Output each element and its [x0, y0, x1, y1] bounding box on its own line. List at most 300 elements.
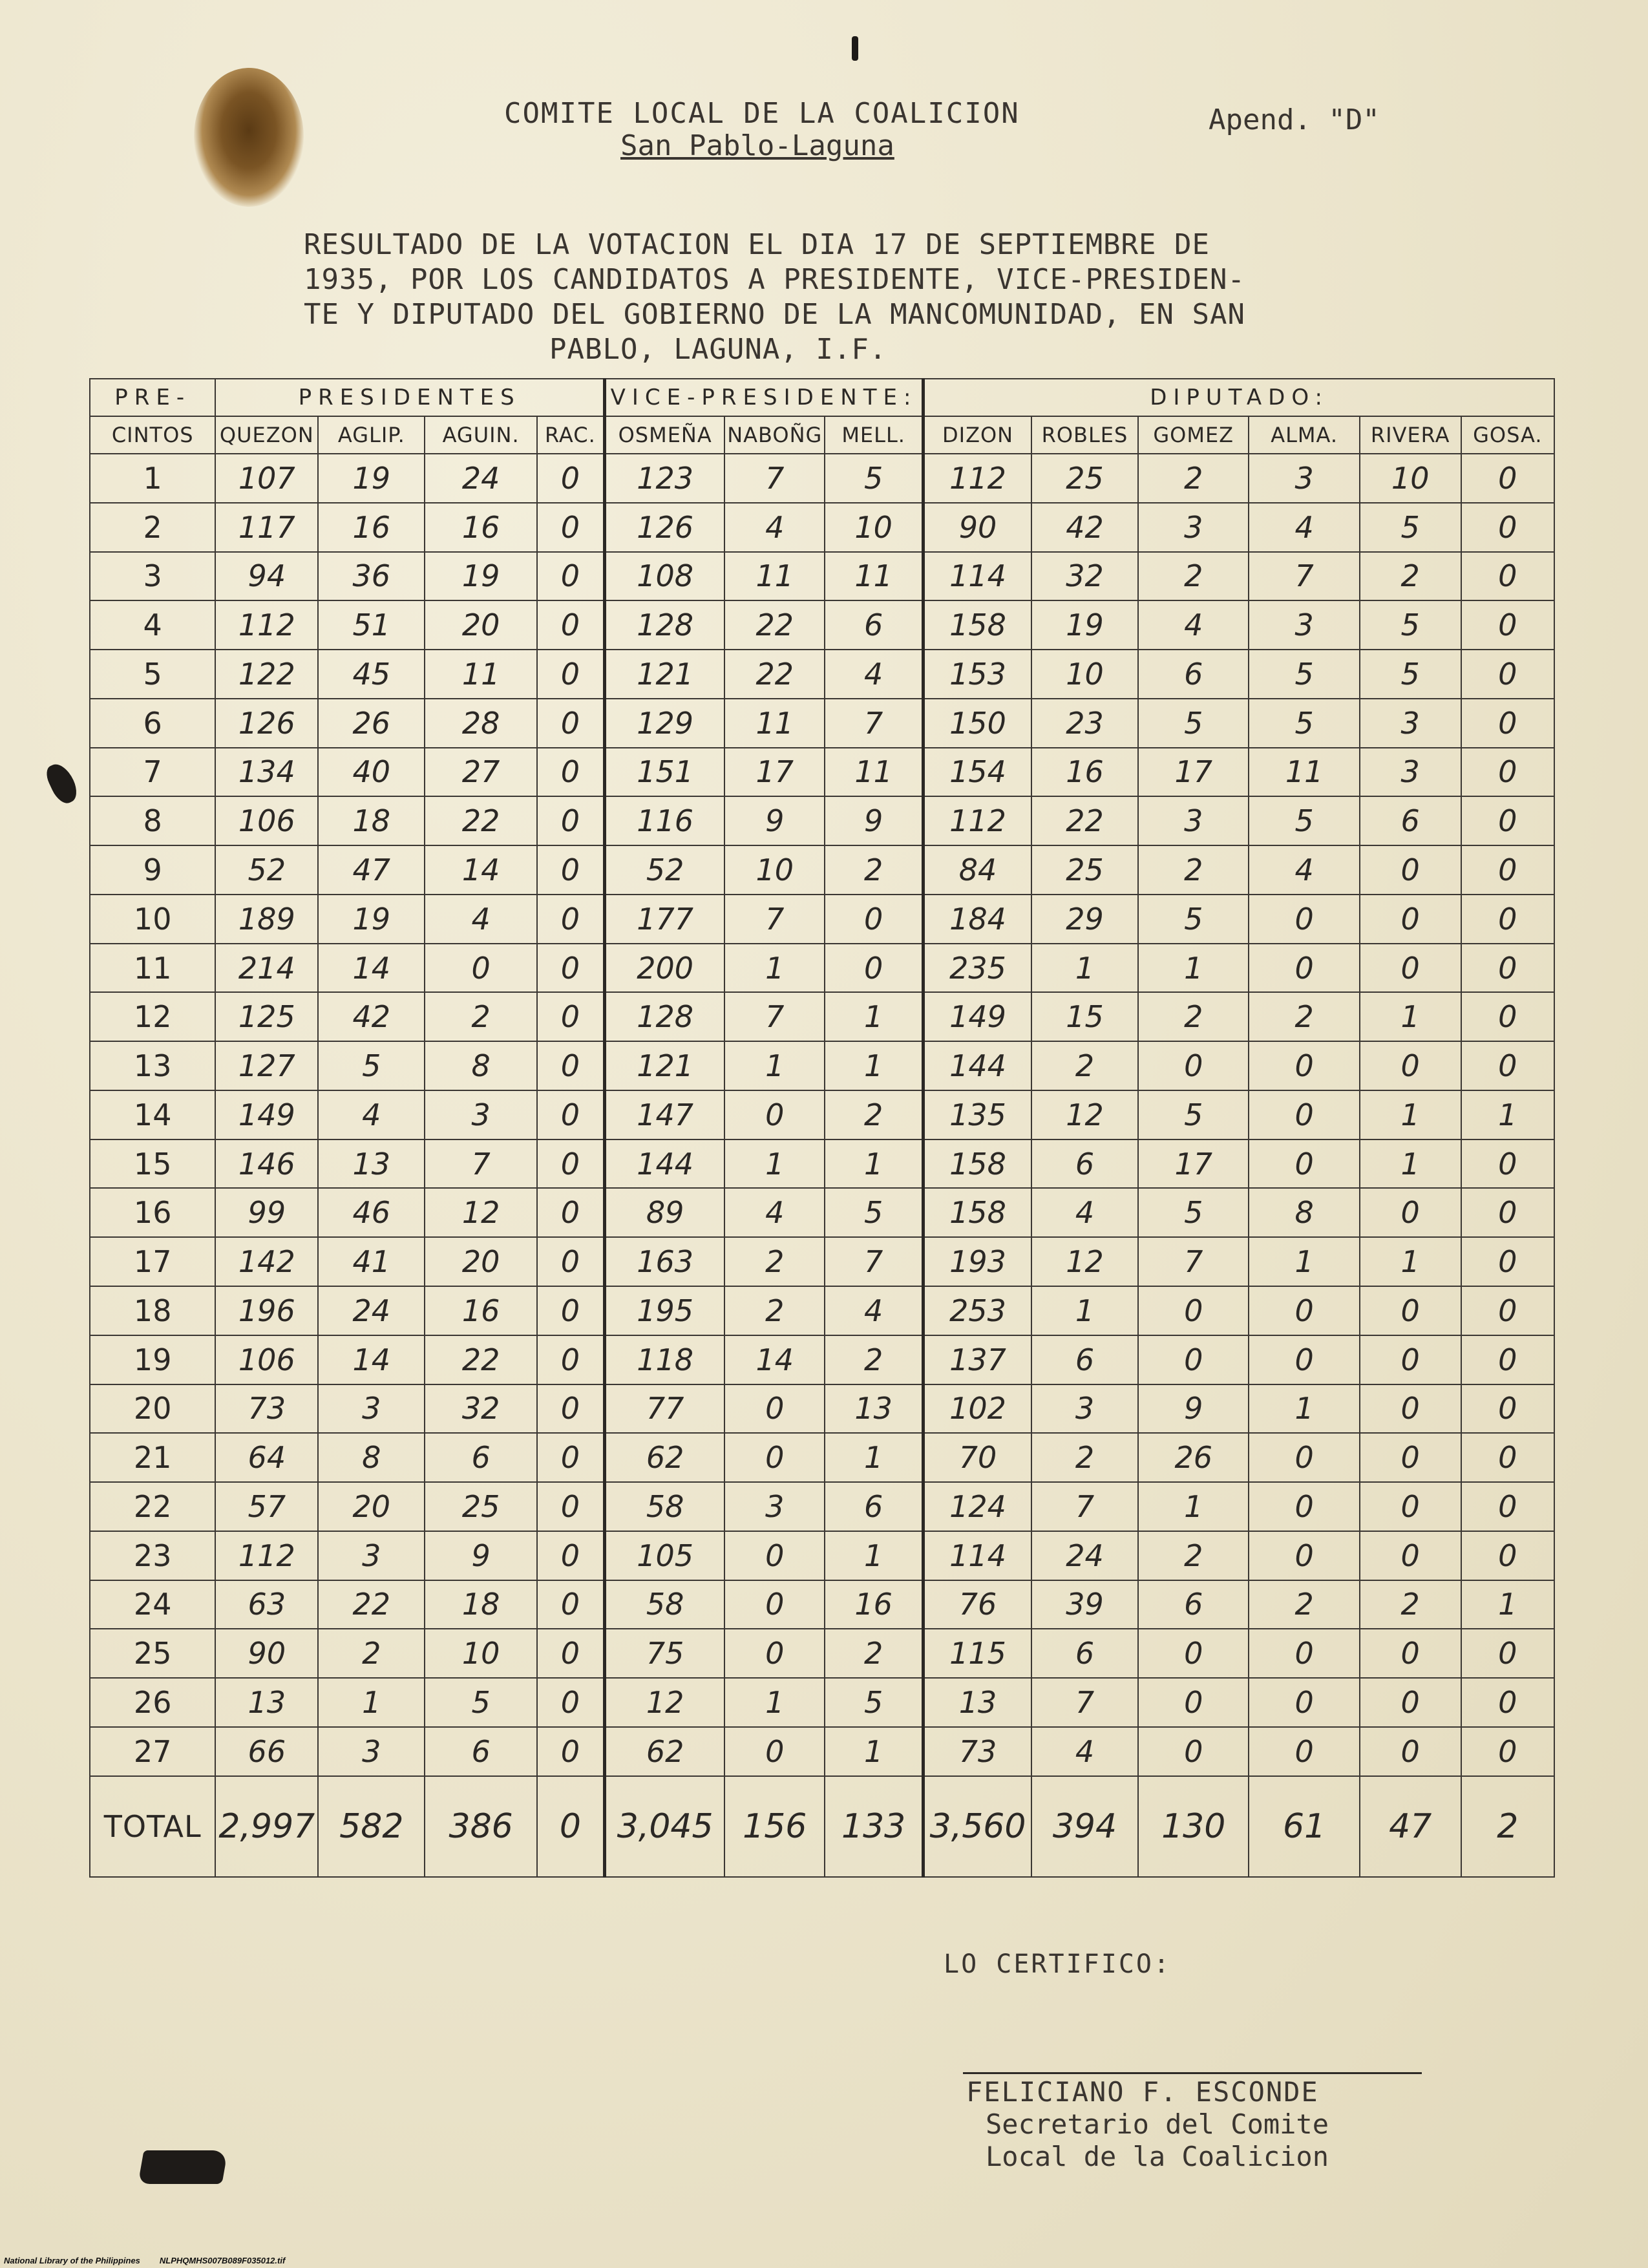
vote-count-cell: 8 — [318, 1433, 425, 1482]
precinct-cell: 14 — [90, 1090, 215, 1139]
vote-count-cell: 0 — [425, 944, 536, 993]
vote-count-cell: 61 — [1249, 1776, 1359, 1877]
vote-count-cell: 52 — [604, 845, 724, 895]
precinct-cell: 12 — [90, 992, 215, 1041]
vote-count-cell: 0 — [537, 699, 605, 748]
vote-count-cell: 1 — [724, 1678, 825, 1727]
vote-count-cell: 7 — [724, 895, 825, 944]
column-header: AGUIN. — [425, 416, 536, 454]
table-row — [90, 1678, 1554, 1727]
group-precinct: PRE- — [90, 379, 215, 416]
vote-count-cell: 1 — [1138, 1482, 1249, 1531]
vote-count-cell: 2 — [1138, 992, 1249, 1041]
vote-count-cell: 58 — [604, 1482, 724, 1531]
vote-count-cell: 149 — [215, 1090, 318, 1139]
vote-count-cell: 0 — [825, 944, 924, 993]
vote-count-cell: 84 — [924, 845, 1031, 895]
vote-count-cell: 147 — [604, 1090, 724, 1139]
vote-count-cell: 26 — [318, 699, 425, 748]
vote-count-cell: 11 — [1249, 748, 1359, 797]
vote-count-cell: 5 — [1138, 1090, 1249, 1139]
result-line-3: TE Y DIPUTADO DEL GOBIERNO DE LA MANCOMUNIDAD, EN SAN — [304, 298, 1245, 331]
vote-count-cell: 2,997 — [215, 1776, 318, 1877]
vote-count-cell: 10 — [425, 1629, 536, 1678]
column-header: OSMEÑA — [604, 416, 724, 454]
vote-count-cell: 112 — [215, 600, 318, 650]
vote-count-cell: 0 — [1138, 1335, 1249, 1384]
vote-count-cell: 112 — [215, 1531, 318, 1580]
vote-count-cell: 25 — [1031, 454, 1138, 503]
vote-count-cell: 5 — [825, 454, 924, 503]
precinct-cell: 26 — [90, 1678, 215, 1727]
vote-count-cell: 11 — [724, 699, 825, 748]
vote-count-cell: 2 — [1138, 552, 1249, 601]
vote-count-cell: 3 — [1249, 600, 1359, 650]
vote-count-cell: 3 — [1360, 699, 1461, 748]
vote-count-cell: 0 — [537, 503, 605, 552]
precinct-cell: 3 — [90, 552, 215, 601]
vote-count-cell: 0 — [1461, 796, 1554, 845]
precinct-cell: 17 — [90, 1237, 215, 1286]
burn-stain — [194, 68, 304, 207]
vote-count-cell: 1 — [1031, 1286, 1138, 1335]
vote-count-cell: 144 — [924, 1041, 1031, 1090]
vote-count-cell: 0 — [1249, 1041, 1359, 1090]
vote-count-cell: 6 — [1138, 1580, 1249, 1629]
vote-count-cell: 135 — [924, 1090, 1031, 1139]
vote-count-cell: 189 — [215, 895, 318, 944]
vote-count-cell: 130 — [1138, 1776, 1249, 1877]
vote-count-cell: 6 — [425, 1433, 536, 1482]
table-row — [90, 454, 1554, 503]
vote-count-cell: 4 — [825, 1286, 924, 1335]
signer-role-line-1: Secretario del Comite — [986, 2108, 1329, 2140]
vote-count-cell: 0 — [537, 1580, 605, 1629]
vote-count-cell: 0 — [1461, 895, 1554, 944]
result-line-2: 1935, POR LOS CANDIDATOS A PRESIDENTE, VICE-PRESIDEN- — [304, 263, 1245, 296]
vote-count-cell: 13 — [215, 1678, 318, 1727]
vote-count-cell: 0 — [1461, 1433, 1554, 1482]
vote-count-cell: 4 — [1138, 600, 1249, 650]
vote-count-cell: 94 — [215, 552, 318, 601]
vote-count-cell: 0 — [1249, 895, 1359, 944]
vote-count-cell: 0 — [1461, 1384, 1554, 1434]
vote-count-cell: 99 — [215, 1188, 318, 1237]
vote-count-cell: 12 — [1031, 1090, 1138, 1139]
vote-count-cell: 76 — [924, 1580, 1031, 1629]
vote-count-cell: 3 — [1031, 1384, 1138, 1434]
vote-count-cell: 3 — [318, 1531, 425, 1580]
vote-count-cell: 42 — [318, 992, 425, 1041]
vote-count-cell: 3 — [425, 1090, 536, 1139]
vote-count-cell: 29 — [1031, 895, 1138, 944]
vote-count-cell: 66 — [215, 1727, 318, 1776]
vote-count-cell: 52 — [215, 845, 318, 895]
vote-count-cell: 4 — [1031, 1727, 1138, 1776]
vote-count-cell: 2 — [1138, 454, 1249, 503]
vote-count-cell: 149 — [924, 992, 1031, 1041]
group-presidente: PRESIDENTES — [215, 379, 604, 416]
vote-count-cell: 22 — [425, 796, 536, 845]
precinct-cell: 15 — [90, 1139, 215, 1189]
vote-count-cell: 2 — [1360, 1580, 1461, 1629]
vote-count-cell: 0 — [537, 1433, 605, 1482]
vote-count-cell: 0 — [1138, 1629, 1249, 1678]
vote-count-cell: 0 — [1360, 895, 1461, 944]
precinct-cell: 22 — [90, 1482, 215, 1531]
vote-count-cell: 16 — [425, 503, 536, 552]
committee-title: COMITE LOCAL DE LA COALICION — [504, 97, 1020, 130]
result-line-1: RESULTADO DE LA VOTACION EL DIA 17 DE SEPTIEMBRE DE — [304, 228, 1210, 261]
vote-count-cell: 0 — [1461, 552, 1554, 601]
vote-count-cell: 121 — [604, 650, 724, 699]
vote-count-cell: 107 — [215, 454, 318, 503]
signer-role-line-2: Local de la Coalicion — [986, 2141, 1329, 2172]
vote-count-cell: 7 — [825, 1237, 924, 1286]
vote-count-cell: 8 — [1249, 1188, 1359, 1237]
column-header: GOMEZ — [1138, 416, 1249, 454]
vote-count-cell: 0 — [724, 1629, 825, 1678]
vote-count-cell: 0 — [1249, 1629, 1359, 1678]
vote-count-cell: 24 — [1031, 1531, 1138, 1580]
vote-count-cell: 0 — [537, 1384, 605, 1434]
vote-count-cell: 1 — [1360, 1139, 1461, 1189]
vote-count-cell: 114 — [924, 1531, 1031, 1580]
vote-count-cell: 0 — [1360, 1678, 1461, 1727]
signer-name: FELICIANO F. ESCONDE — [966, 2076, 1319, 2108]
vote-count-cell: 5 — [318, 1041, 425, 1090]
vote-count-cell: 5 — [1360, 503, 1461, 552]
vote-count-cell: 0 — [1360, 1482, 1461, 1531]
vote-count-cell: 0 — [1138, 1286, 1249, 1335]
vote-count-cell: 0 — [1461, 1041, 1554, 1090]
vote-count-cell: 10 — [1031, 650, 1138, 699]
vote-count-cell: 1 — [825, 1531, 924, 1580]
vote-count-cell: 7 — [1031, 1678, 1138, 1727]
vote-count-cell: 5 — [1360, 600, 1461, 650]
vote-count-cell: 0 — [1461, 699, 1554, 748]
vote-count-cell: 196 — [215, 1286, 318, 1335]
column-header-row — [90, 416, 1554, 454]
precinct-cell: 24 — [90, 1580, 215, 1629]
group-diputado: DIPUTADO: — [924, 379, 1554, 416]
footer-library: National Library of the Philippines — [4, 2256, 140, 2265]
vote-count-cell: 4 — [425, 895, 536, 944]
vote-count-cell: 51 — [318, 600, 425, 650]
vote-count-cell: 0 — [1249, 1139, 1359, 1189]
vote-count-cell: 1 — [1138, 944, 1249, 993]
vote-count-cell: 12 — [1031, 1237, 1138, 1286]
vote-count-cell: 62 — [604, 1727, 724, 1776]
vote-count-cell: 1 — [1461, 1580, 1554, 1629]
vote-count-cell: 0 — [1360, 1531, 1461, 1580]
vote-count-cell: 0 — [1461, 1237, 1554, 1286]
table-row — [90, 1727, 1554, 1776]
vote-count-cell: 2 — [1249, 1580, 1359, 1629]
vote-count-cell: 127 — [215, 1041, 318, 1090]
vote-count-cell: 10 — [1360, 454, 1461, 503]
precinct-cell: 27 — [90, 1727, 215, 1776]
vote-count-cell: 2 — [825, 845, 924, 895]
vote-count-cell: 4 — [318, 1090, 425, 1139]
vote-count-cell: 24 — [425, 454, 536, 503]
precinct-cell: 13 — [90, 1041, 215, 1090]
vote-count-cell: 73 — [924, 1727, 1031, 1776]
precinct-cell: 7 — [90, 748, 215, 797]
vote-count-cell: 142 — [215, 1237, 318, 1286]
column-header: AGLIP. — [318, 416, 425, 454]
vote-count-cell: 137 — [924, 1335, 1031, 1384]
vote-count-cell: 39 — [1031, 1580, 1138, 1629]
vote-count-cell: 14 — [318, 1335, 425, 1384]
vote-count-cell: 4 — [825, 650, 924, 699]
vote-count-cell: 0 — [537, 1678, 605, 1727]
vote-count-cell: 0 — [1461, 1629, 1554, 1678]
vote-count-cell: 2 — [825, 1629, 924, 1678]
vote-count-cell: 0 — [1249, 944, 1359, 993]
vote-count-cell: 1 — [825, 1727, 924, 1776]
archive-footer — [4, 2256, 285, 2265]
vote-count-cell: 0 — [1461, 1727, 1554, 1776]
vote-count-cell: 57 — [215, 1482, 318, 1531]
vote-count-cell: 22 — [1031, 796, 1138, 845]
vote-count-cell: 0 — [724, 1580, 825, 1629]
vote-count-cell: 22 — [724, 600, 825, 650]
vote-count-cell: 90 — [215, 1629, 318, 1678]
vote-count-cell: 1 — [1360, 1237, 1461, 1286]
vote-count-cell: 0 — [1461, 845, 1554, 895]
vote-count-cell: 177 — [604, 895, 724, 944]
vote-count-cell: 0 — [1138, 1678, 1249, 1727]
vote-count-cell: 0 — [1138, 1727, 1249, 1776]
vote-count-cell: 0 — [1360, 1188, 1461, 1237]
table-row — [90, 1188, 1554, 1237]
committee-location — [620, 129, 894, 162]
vote-count-cell: 144 — [604, 1139, 724, 1189]
vote-count-cell: 4 — [724, 503, 825, 552]
vote-count-cell: 0 — [1249, 1286, 1359, 1335]
vote-count-cell: 11 — [825, 748, 924, 797]
vote-count-cell: 13 — [825, 1384, 924, 1434]
table-row — [90, 699, 1554, 748]
vote-count-cell: 2 — [1031, 1433, 1138, 1482]
vote-count-cell: 13 — [318, 1139, 425, 1189]
vote-count-cell: 3 — [724, 1482, 825, 1531]
table-row — [90, 1629, 1554, 1678]
vote-count-cell: 28 — [425, 699, 536, 748]
vote-count-cell: 23 — [1031, 699, 1138, 748]
vote-count-cell: 46 — [318, 1188, 425, 1237]
vote-count-cell: 0 — [724, 1727, 825, 1776]
vote-count-cell: 214 — [215, 944, 318, 993]
vote-count-cell: 3,560 — [924, 1776, 1031, 1877]
vote-count-cell: 1 — [1360, 992, 1461, 1041]
vote-count-cell: 25 — [425, 1482, 536, 1531]
vote-count-cell: 22 — [318, 1580, 425, 1629]
precinct-cell: 19 — [90, 1335, 215, 1384]
vote-count-cell: 22 — [724, 650, 825, 699]
vote-count-cell: 3 — [1138, 796, 1249, 845]
vote-count-cell: 47 — [318, 845, 425, 895]
column-header: RIVERA — [1360, 416, 1461, 454]
vote-count-cell: 116 — [604, 796, 724, 845]
precinct-cell: 21 — [90, 1433, 215, 1482]
column-header: DIZON — [924, 416, 1031, 454]
vote-count-cell: 26 — [1138, 1433, 1249, 1482]
vote-count-cell: 7 — [1138, 1237, 1249, 1286]
vote-count-cell: 115 — [924, 1629, 1031, 1678]
vote-count-cell: 128 — [604, 992, 724, 1041]
vote-count-cell: 1 — [1360, 1090, 1461, 1139]
vote-count-cell: 0 — [1461, 1335, 1554, 1384]
vote-count-cell: 122 — [215, 650, 318, 699]
vote-count-cell: 5 — [1138, 699, 1249, 748]
vote-count-cell: 5 — [825, 1678, 924, 1727]
committee-location-text: San Pablo-Laguna — [620, 129, 894, 162]
table-row — [90, 1531, 1554, 1580]
vote-count-cell: 126 — [215, 699, 318, 748]
vote-count-cell: 1 — [1249, 1384, 1359, 1434]
table-row — [90, 1433, 1554, 1482]
precinct-cell: 1 — [90, 454, 215, 503]
vote-count-cell: 90 — [924, 503, 1031, 552]
vote-count-cell: 3 — [318, 1384, 425, 1434]
vote-count-cell: 3 — [1360, 748, 1461, 797]
vote-count-cell: 0 — [537, 1629, 605, 1678]
vote-count-cell: 45 — [318, 650, 425, 699]
vote-count-cell: 1 — [825, 1139, 924, 1189]
vote-count-cell: 146 — [215, 1139, 318, 1189]
table-row — [90, 1139, 1554, 1189]
vote-count-cell: 7 — [1031, 1482, 1138, 1531]
vote-count-cell: 25 — [1031, 845, 1138, 895]
vote-count-cell: 1 — [1249, 1237, 1359, 1286]
vote-count-cell: 40 — [318, 748, 425, 797]
vote-count-cell: 0 — [537, 1482, 605, 1531]
vote-count-cell: 16 — [425, 1286, 536, 1335]
vote-count-cell: 118 — [604, 1335, 724, 1384]
vote-count-cell: 0 — [537, 1727, 605, 1776]
vote-count-cell: 20 — [425, 1237, 536, 1286]
vote-count-cell: 0 — [1249, 1335, 1359, 1384]
vote-count-cell: 0 — [1461, 600, 1554, 650]
vote-count-cell: 112 — [924, 796, 1031, 845]
vote-count-cell: 125 — [215, 992, 318, 1041]
vote-count-cell: 6 — [825, 600, 924, 650]
vote-count-cell: 2 — [425, 992, 536, 1041]
precinct-cell: 18 — [90, 1286, 215, 1335]
vote-count-cell: 0 — [537, 1776, 605, 1877]
vote-count-cell: 0 — [1360, 1286, 1461, 1335]
vote-count-cell: 6 — [1031, 1629, 1138, 1678]
vote-count-cell: 0 — [1461, 992, 1554, 1041]
precinct-cell: 2 — [90, 503, 215, 552]
vote-count-cell: 0 — [1461, 1286, 1554, 1335]
vote-count-cell: 582 — [318, 1776, 425, 1877]
vote-count-cell: 0 — [537, 552, 605, 601]
vote-count-cell: 12 — [604, 1678, 724, 1727]
vote-count-cell: 10 — [825, 503, 924, 552]
appendix-label: Apend. "D" — [1209, 103, 1380, 136]
vote-count-cell: 0 — [1249, 1482, 1359, 1531]
vote-count-cell: 3 — [1138, 503, 1249, 552]
vote-count-cell: 24 — [318, 1286, 425, 1335]
totals-row — [90, 1776, 1554, 1877]
vote-count-cell: 0 — [1360, 1433, 1461, 1482]
column-header: QUEZON — [215, 416, 318, 454]
vote-count-cell: 7 — [724, 992, 825, 1041]
vote-count-cell: 32 — [425, 1384, 536, 1434]
vote-count-cell: 105 — [604, 1531, 724, 1580]
vote-count-cell: 0 — [537, 1286, 605, 1335]
vote-count-cell: 0 — [537, 845, 605, 895]
vote-count-cell: 0 — [537, 1335, 605, 1384]
precinct-cell: TOTAL — [90, 1776, 215, 1877]
vote-count-cell: 1 — [825, 1041, 924, 1090]
vote-count-cell: 112 — [924, 454, 1031, 503]
vote-count-cell: 12 — [425, 1188, 536, 1237]
vote-count-cell: 5 — [825, 1188, 924, 1237]
vote-count-cell: 0 — [537, 1188, 605, 1237]
precinct-cell: 6 — [90, 699, 215, 748]
vote-count-cell: 17 — [1138, 748, 1249, 797]
vote-count-cell: 394 — [1031, 1776, 1138, 1877]
column-header: MELL. — [825, 416, 924, 454]
vote-count-cell: 0 — [537, 454, 605, 503]
vote-count-cell: 2 — [318, 1629, 425, 1678]
vote-count-cell: 19 — [1031, 600, 1138, 650]
column-header: GOSA. — [1461, 416, 1554, 454]
vote-count-cell: 9 — [825, 796, 924, 845]
vote-count-cell: 20 — [318, 1482, 425, 1531]
vote-count-cell: 2 — [1360, 552, 1461, 601]
vote-count-cell: 0 — [1249, 1727, 1359, 1776]
vote-count-cell: 0 — [1461, 503, 1554, 552]
vote-count-cell: 123 — [604, 454, 724, 503]
vote-count-cell: 128 — [604, 600, 724, 650]
vote-count-cell: 8 — [425, 1041, 536, 1090]
vote-count-cell: 0 — [537, 944, 605, 993]
precinct-cell: 4 — [90, 600, 215, 650]
vote-count-cell: 2 — [724, 1237, 825, 1286]
vote-count-cell: 77 — [604, 1384, 724, 1434]
vote-count-cell: 19 — [425, 552, 536, 601]
vote-count-cell: 1 — [724, 1041, 825, 1090]
vote-count-cell: 106 — [215, 796, 318, 845]
vote-count-cell: 0 — [1249, 1433, 1359, 1482]
vote-count-cell: 0 — [1360, 944, 1461, 993]
column-header: RAC. — [537, 416, 605, 454]
vote-count-cell: 1 — [825, 1433, 924, 1482]
vote-count-cell: 14 — [318, 944, 425, 993]
vote-count-cell: 0 — [1461, 1531, 1554, 1580]
table-row — [90, 1580, 1554, 1629]
vote-count-cell: 4 — [724, 1188, 825, 1237]
ink-blot-bottom — [138, 2150, 227, 2184]
vote-count-cell: 19 — [318, 454, 425, 503]
vote-count-cell: 47 — [1360, 1776, 1461, 1877]
vote-count-cell: 4 — [1249, 503, 1359, 552]
table-row — [90, 895, 1554, 944]
vote-count-cell: 0 — [537, 796, 605, 845]
vote-count-cell: 0 — [1461, 454, 1554, 503]
vote-count-cell: 18 — [318, 796, 425, 845]
vote-count-cell: 41 — [318, 1237, 425, 1286]
vote-count-cell: 0 — [1461, 1678, 1554, 1727]
group-vice-presidente: VICE-PRESIDENTE: — [604, 379, 923, 416]
vote-count-cell: 16 — [318, 503, 425, 552]
vote-count-cell: 0 — [1138, 1041, 1249, 1090]
